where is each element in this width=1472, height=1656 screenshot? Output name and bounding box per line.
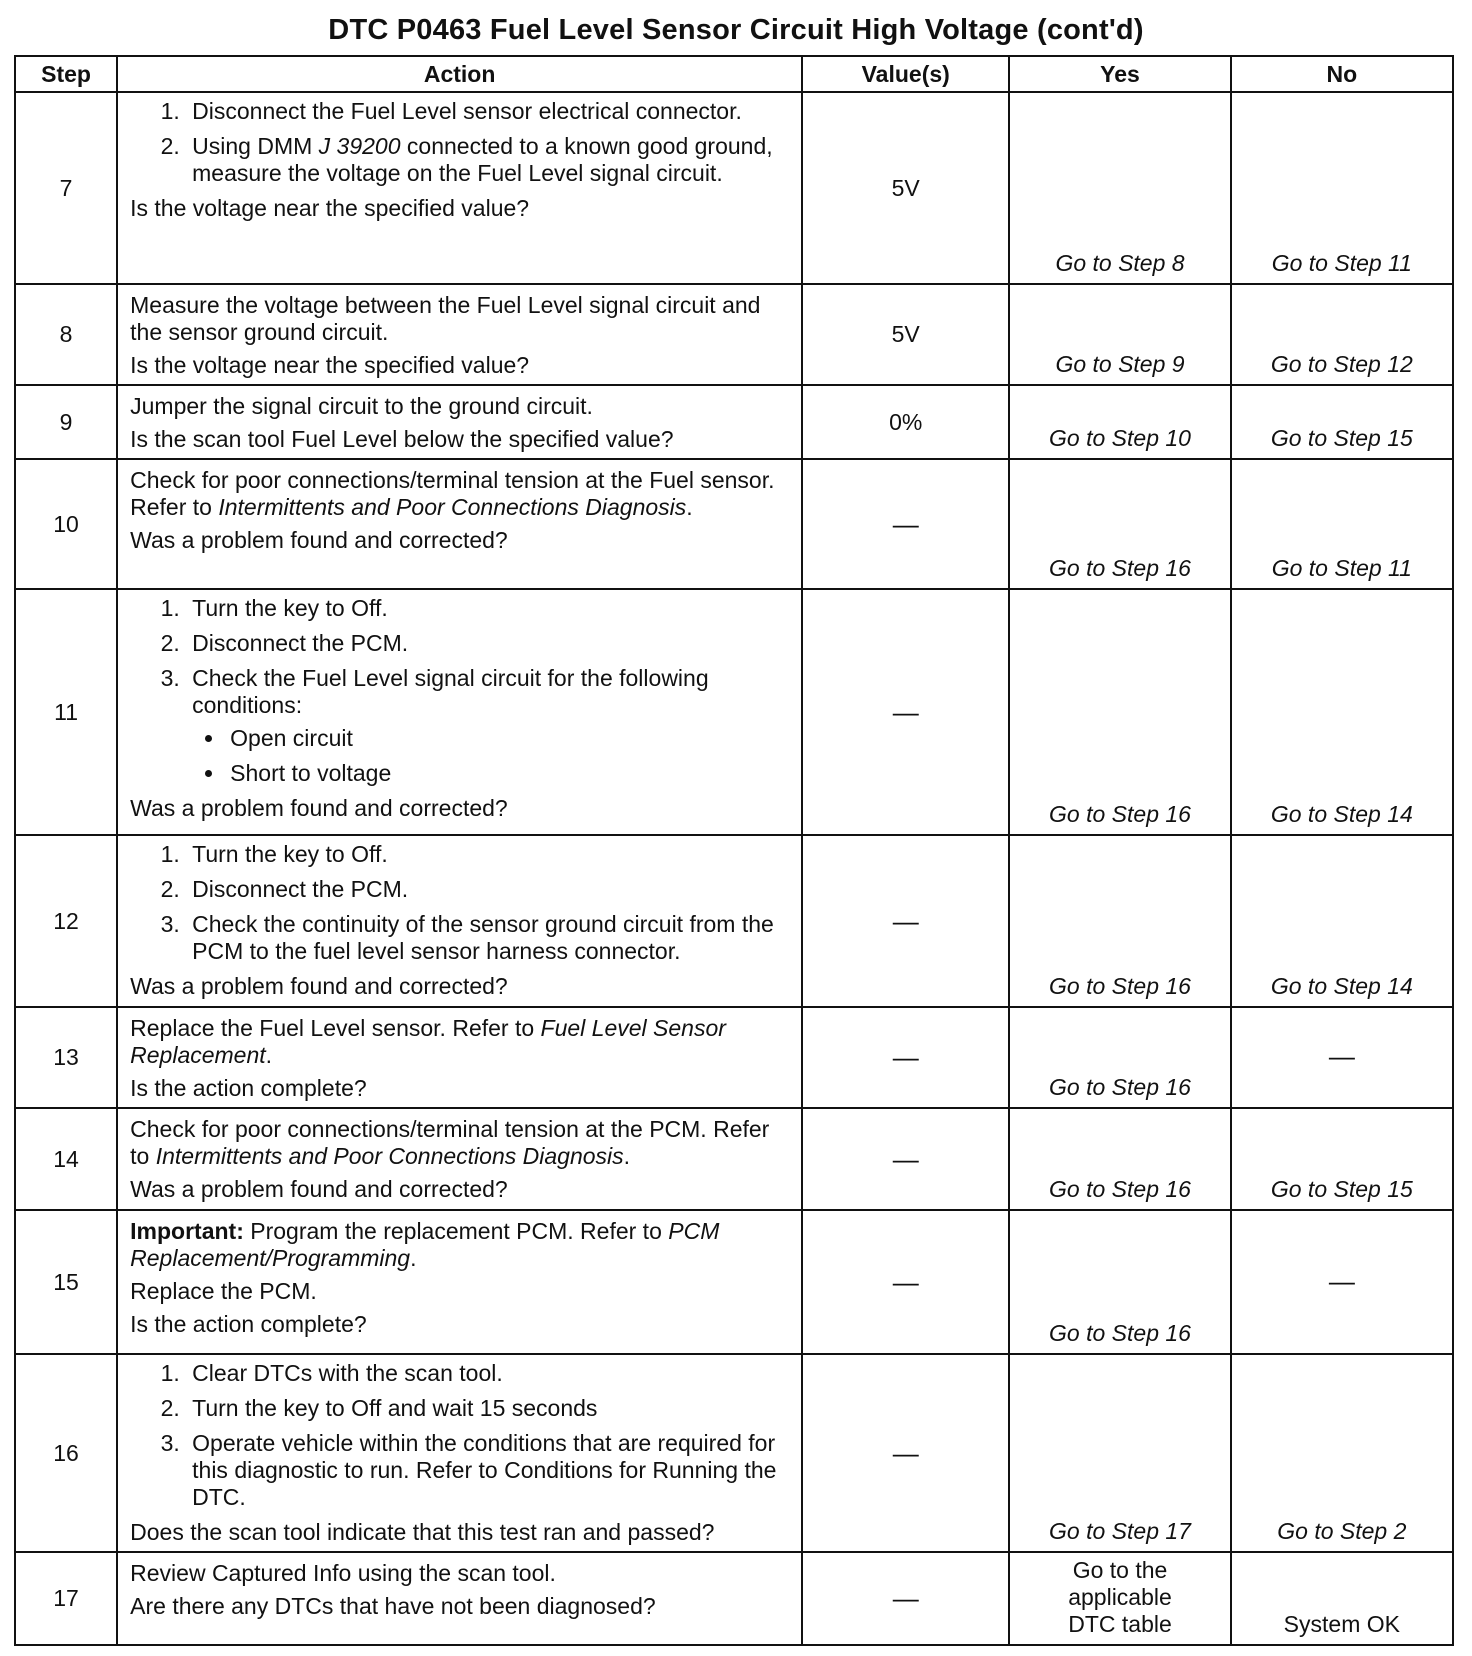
reference-link: Intermittents and Poor Connections Diagnosis [155, 1143, 624, 1169]
yes-cell: Go to Step 17 [1009, 1354, 1230, 1552]
action-text-part: . [410, 1245, 417, 1271]
table-row [15, 284, 1453, 385]
action-text-part: Check for poor connections/terminal tension at the Fuel sensor. Refer to [130, 467, 775, 520]
step-number: 11 [15, 589, 117, 835]
step-number: 14 [15, 1108, 117, 1210]
no-cell: System OK [1231, 1552, 1453, 1645]
table-row [15, 1354, 1453, 1552]
value-cell: 0% [802, 385, 1009, 459]
action-list [130, 841, 793, 965]
action-cell [117, 1552, 802, 1645]
table-row [15, 589, 1453, 835]
no-cell: Go to Step 11 [1231, 459, 1453, 589]
step-number: 13 [15, 1007, 117, 1108]
action-list-item [186, 665, 793, 787]
table-row [15, 459, 1453, 589]
value-cell: — [802, 835, 1009, 1007]
action-list-item: 3. Operate vehicle within the conditions that are required for this diagnostic to run. Refer to Conditions for Running the DTC. [186, 1430, 793, 1511]
value-cell: — [802, 1354, 1009, 1552]
table-row [15, 1210, 1453, 1354]
action-list-item: 1. Turn the key to Off. [186, 595, 793, 622]
value-cell: 5V [802, 284, 1009, 385]
value-cell: — [802, 459, 1009, 589]
header-value: Value(s) [802, 56, 1009, 92]
action-list [130, 1360, 793, 1511]
action-question: Is the scan tool Fuel Level below the specified value? [130, 426, 674, 452]
action-cell [117, 589, 802, 835]
action-text: Jumper the signal circuit to the ground circuit. [130, 393, 593, 419]
table-row [15, 1007, 1453, 1108]
action-text [130, 1015, 793, 1069]
yes-cell: Go to Step 9 [1009, 284, 1230, 385]
yes-cell: Go to Step 16 [1009, 1007, 1230, 1108]
yes-cell: Go to Step 16 [1009, 835, 1230, 1007]
action-text [130, 1116, 793, 1170]
no-cell: Go to Step 15 [1231, 1108, 1453, 1210]
table-header-row [15, 56, 1453, 92]
value-cell: — [802, 1007, 1009, 1108]
important-label: Important: [130, 1218, 244, 1244]
action-list-item: 2. Turn the key to Off and wait 15 seconds [186, 1395, 793, 1422]
yes-cell: Go to Step 10 [1009, 385, 1230, 459]
reference-link: Intermittents and Poor Connections Diagnosis [218, 494, 687, 520]
action-cell [117, 92, 802, 284]
action-list-item: 1. Turn the key to Off. [186, 841, 793, 868]
action-question: Was a problem found and corrected? [130, 795, 508, 821]
action-text-part: Check for poor connections/terminal tension at the PCM. Refer to [130, 1116, 770, 1169]
step-number: 17 [15, 1552, 117, 1645]
yes-cell: Go to Step 16 [1009, 1108, 1230, 1210]
action-cell [117, 1108, 802, 1210]
yes-line: DTC table [1068, 1611, 1172, 1637]
action-cell [117, 284, 802, 385]
diagnostic-table [14, 55, 1454, 1646]
table-row [15, 835, 1453, 1007]
yes-cell: Go to Step 16 [1009, 459, 1230, 589]
yes-line: applicable [1068, 1584, 1172, 1610]
action-text-part: . [623, 1143, 631, 1169]
tool-reference: J 39200 [318, 133, 401, 159]
step-number: 16 [15, 1354, 117, 1552]
no-cell: Go to Step 12 [1231, 284, 1453, 385]
action-question: Are there any DTCs that have not been diagnosed? [130, 1593, 656, 1619]
value-cell: — [802, 1210, 1009, 1354]
action-list-item: 3. Check the continuity of the sensor ground circuit from the PCM to the fuel level sensor harness connector. [186, 911, 793, 965]
table-row [15, 1552, 1453, 1645]
action-list-item: 2. Disconnect the PCM. [186, 630, 793, 657]
action-text-part: Program the replacement PCM. Refer to [243, 1218, 669, 1244]
bullet-item: • Open circuit [226, 725, 793, 752]
action-question: Is the action complete? [130, 1311, 367, 1337]
no-cell: — [1231, 1210, 1453, 1354]
yes-cell: Go to Step 16 [1009, 589, 1230, 835]
table-row [15, 1108, 1453, 1210]
action-cell [117, 1210, 802, 1354]
action-text: connected to a known good ground, measure the voltage on the Fuel Level signal circuit. [192, 133, 773, 186]
reference-link: PCM Replacement/Programming [130, 1218, 720, 1271]
step-number: 9 [15, 385, 117, 459]
action-cell [117, 1354, 802, 1552]
no-cell: Go to Step 14 [1231, 589, 1453, 835]
action-question: Is the voltage near the specified value? [130, 352, 530, 378]
step-number: 7 [15, 92, 117, 284]
value-cell: — [802, 1108, 1009, 1210]
action-list-item: 1. Clear DTCs with the scan tool. [186, 1360, 793, 1387]
action-text-part: Replace the Fuel Level sensor. Refer to [130, 1015, 541, 1041]
action-question: Was a problem found and corrected? [130, 527, 508, 553]
action-question: Was a problem found and corrected? [130, 973, 508, 999]
action-text [130, 1218, 793, 1272]
table-row [15, 92, 1453, 284]
action-text: Using DMM [192, 133, 319, 159]
yes-cell: Go to Step 8 [1009, 92, 1230, 284]
action-cell [117, 1007, 802, 1108]
header-step: Step [15, 56, 117, 92]
action-text-part: . [686, 494, 693, 520]
yes-cell [1009, 1552, 1230, 1645]
action-question: Is the voltage near the specified value? [130, 195, 530, 221]
yes-line: Go to the [1072, 1557, 1168, 1583]
no-cell: Go to Step 14 [1231, 835, 1453, 1007]
value-cell: 5V [802, 92, 1009, 284]
action-question: Does the scan tool indicate that this test ran and passed? [130, 1519, 715, 1545]
action-text: Check the Fuel Level signal circuit for the following conditions: [192, 665, 709, 718]
action-cell [117, 835, 802, 1007]
step-number: 8 [15, 284, 117, 385]
action-text: Review Captured Info using the scan tool. [130, 1560, 556, 1586]
step-number: 12 [15, 835, 117, 1007]
no-cell: Go to Step 2 [1231, 1354, 1453, 1552]
action-list [130, 98, 793, 187]
reference-link: Fuel Level Sensor Replacement [130, 1015, 726, 1068]
action-list-item [186, 133, 793, 187]
value-cell: — [802, 1552, 1009, 1645]
action-question: Was a problem found and corrected? [130, 1176, 508, 1202]
no-cell: Go to Step 11 [1231, 92, 1453, 284]
action-text-part: . [265, 1042, 273, 1068]
action-list-item: 2. Disconnect the PCM. [186, 876, 793, 903]
action-cell [117, 385, 802, 459]
action-list-item: 1. Disconnect the Fuel Level sensor electrical connector. [186, 98, 793, 125]
action-list [130, 595, 793, 787]
action-text: Replace the PCM. [130, 1278, 317, 1304]
no-cell: — [1231, 1007, 1453, 1108]
step-number: 10 [15, 459, 117, 589]
no-cell: Go to Step 15 [1231, 385, 1453, 459]
action-text: Measure the voltage between the Fuel Level signal circuit and the sensor ground circuit. [130, 292, 761, 345]
condition-bullets [192, 725, 793, 787]
header-no: No [1231, 56, 1453, 92]
action-cell [117, 459, 802, 589]
action-text [130, 467, 793, 521]
bullet-item: • Short to voltage [226, 760, 793, 787]
table-row [15, 385, 1453, 459]
action-question: Is the action complete? [130, 1075, 367, 1101]
header-yes: Yes [1009, 56, 1230, 92]
yes-cell: Go to Step 16 [1009, 1210, 1230, 1354]
value-cell: — [802, 589, 1009, 835]
header-action: Action [117, 56, 802, 92]
step-number: 15 [15, 1210, 117, 1354]
page-title: DTC P0463 Fuel Level Sensor Circuit High Voltage (cont'd) [328, 14, 1144, 46]
